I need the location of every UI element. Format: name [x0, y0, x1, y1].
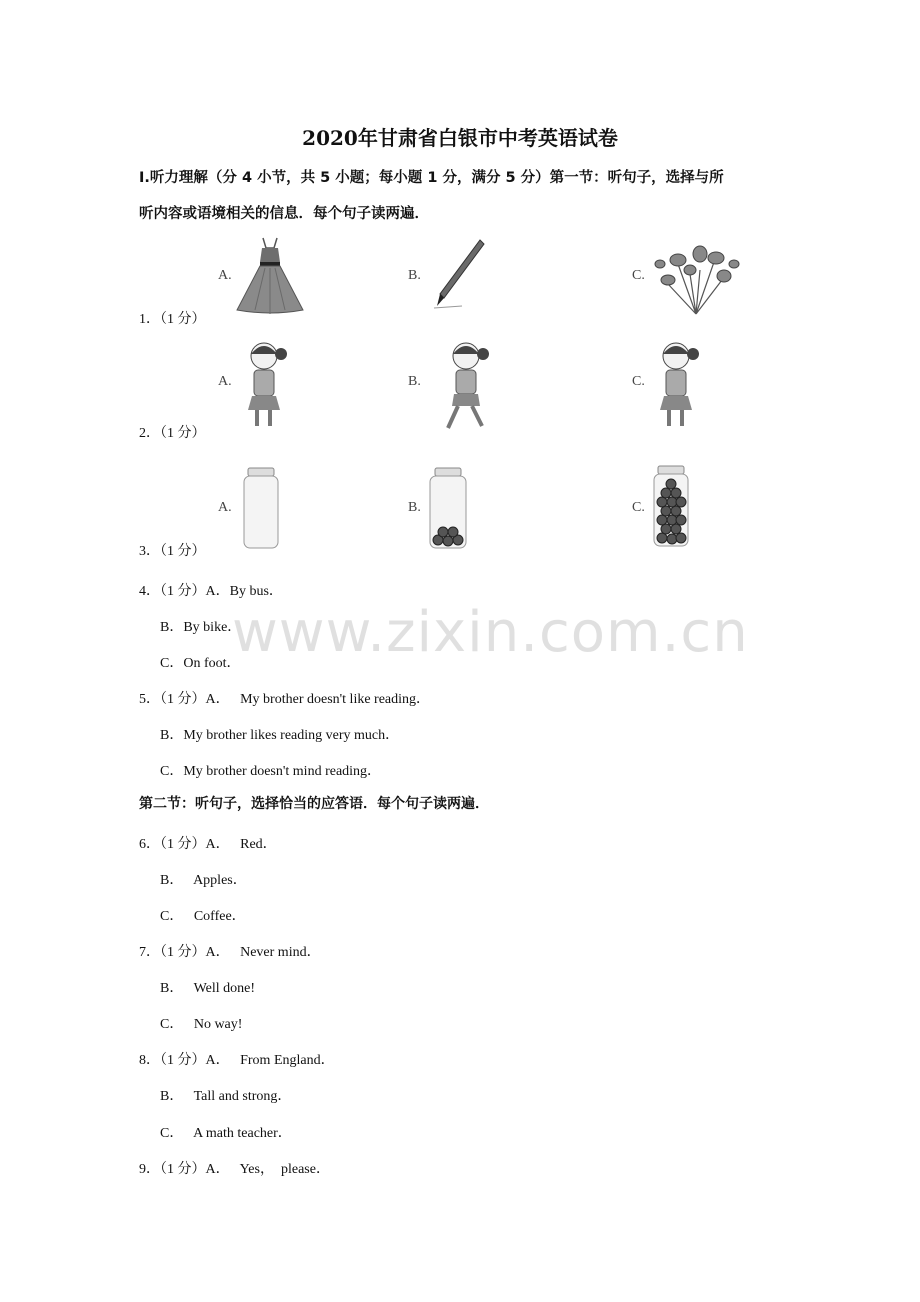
- flowers-icon: [650, 234, 742, 318]
- question-4-number: 4．（1 分）: [139, 584, 206, 599]
- question-4: [139, 580, 283, 600]
- q8-option-c: C． A math teacher．: [160, 1126, 292, 1141]
- q5-option-a: A． My brother doesn't like reading．: [205, 692, 431, 707]
- empty-jar-icon: [242, 466, 280, 550]
- q7-option-b: B． Well done!: [160, 981, 256, 996]
- q8-option-a: A． From England．: [205, 1053, 335, 1068]
- q4-option-c: C．On foot．: [160, 656, 241, 671]
- section1-instructions: Ⅰ.听力理解（分 4 小节，共 5 小题；每小题 1 分，满分 5 分）第一节：听句子，选择与所: [139, 170, 724, 186]
- question-2-number: 2．（1 分）: [139, 426, 206, 441]
- q1-label-c: C.: [632, 268, 645, 283]
- question-8-number: 8．（1 分）: [139, 1053, 206, 1068]
- girl-walking-icon: [438, 336, 492, 436]
- q3-label-b: B.: [408, 500, 421, 515]
- q1-label-a: A.: [218, 268, 232, 283]
- q5-option-c: C．My brother doesn't mind reading．: [160, 764, 382, 779]
- watermark: www.zixin.com.cn: [232, 600, 749, 665]
- jar-few-balls-icon: [428, 466, 468, 550]
- question-9-number: 9．（1 分）: [139, 1162, 206, 1177]
- q3-label-a: A.: [218, 500, 232, 515]
- q8-option-b: B． Tall and strong．: [160, 1089, 292, 1104]
- q2-label-b: B.: [408, 374, 421, 389]
- question-6-number: 6．（1 分）: [139, 837, 206, 852]
- page-title: 2020年甘肃省白银市中考英语试卷: [302, 126, 618, 150]
- q2-label-c: C.: [632, 374, 645, 389]
- q6-option-c: C． Coffee．: [160, 909, 246, 924]
- q4-option-a: A．By bus．: [205, 584, 283, 599]
- girl-standing-icon: [236, 336, 296, 436]
- question-8: [139, 1049, 335, 1069]
- q6-option-b: B． Apples．: [160, 873, 247, 888]
- question-7: [139, 941, 321, 961]
- girl-thinking-icon: [650, 336, 704, 436]
- section2-heading: 第二节：听句子，选择恰当的应答语．每个句子读两遍．: [139, 796, 489, 812]
- q3-label-c: C.: [632, 500, 645, 515]
- q7-option-a: A． Never mind．: [205, 945, 321, 960]
- q5-option-b: B．My brother likes reading very much．: [160, 728, 400, 743]
- section1-instructions-cont: 听内容或语境相关的信息．每个句子读两遍．: [139, 206, 429, 222]
- question-6: [139, 833, 277, 853]
- dress-icon: [235, 236, 305, 316]
- q4-option-b: B．By bike．: [160, 620, 242, 635]
- q1-label-b: B.: [408, 268, 421, 283]
- question-1-number: 1．（1 分）: [139, 312, 206, 327]
- q2-label-a: A.: [218, 374, 232, 389]
- question-5-number: 5．（1 分）: [139, 692, 206, 707]
- question-3-number: 3．（1 分）: [139, 544, 206, 559]
- pen-icon: [432, 236, 492, 310]
- q9-option-a: A． Yes， please．: [205, 1162, 330, 1177]
- question-9: [139, 1158, 330, 1178]
- q6-option-a: A． Red．: [205, 837, 277, 852]
- question-7-number: 7．（1 分）: [139, 945, 206, 960]
- question-5: [139, 688, 430, 708]
- jar-full-icon: [652, 464, 690, 548]
- q7-option-c: C． No way!: [160, 1017, 243, 1032]
